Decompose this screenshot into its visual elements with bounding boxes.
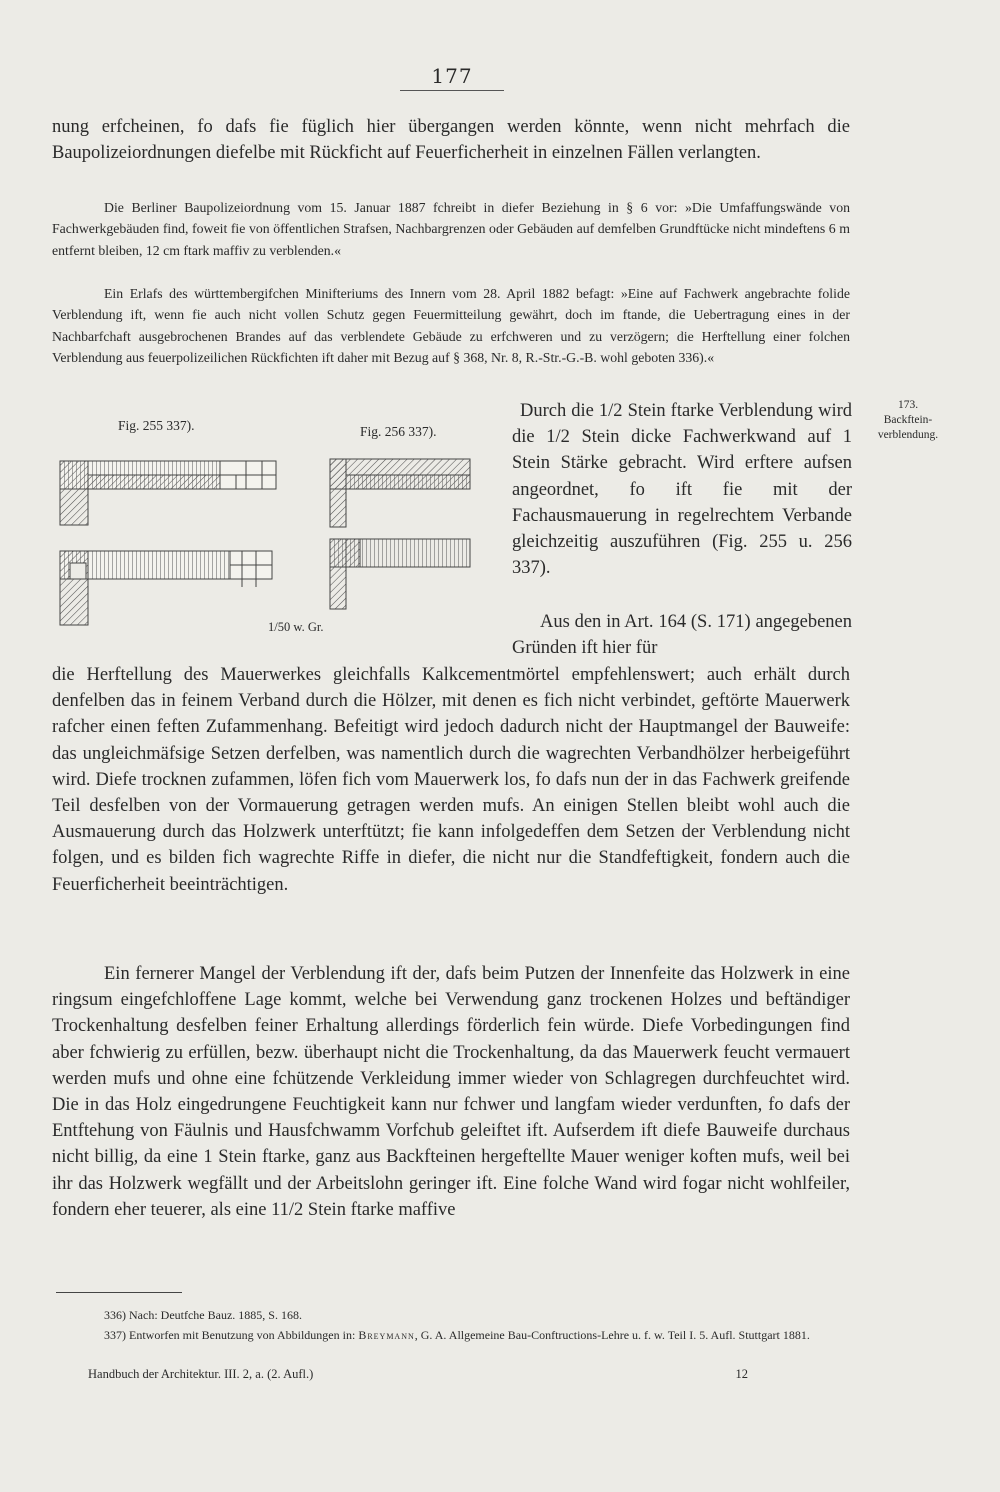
paragraph-mortar <box>52 662 850 898</box>
margin-title-line1: Backftein- <box>883 414 933 426</box>
footnote-text-cont: , G. A. Allgemeine Bau-Conftructions-Lehre u. f. w. Teil I. 5. Aufl. Stuttgart 1881. <box>414 1328 810 1342</box>
footer-book-title: Handbuch der Architektur. III. 2, a. (2. Aufl.) <box>88 1367 314 1381</box>
paragraph-verblendung <box>512 398 852 581</box>
footnote-337 <box>52 1326 850 1345</box>
margin-title-line2: verblendung. <box>877 429 939 441</box>
footer-signature: 12 <box>735 1367 748 1381</box>
paragraph-text: die Herftellung des Mauerwerkes gleichfalls Kalkcementmörtel empfehlenswert; auch erhält durch denfelben das in feinem Verband durch die Hölzer, mit denen es fich nicht verbindet, geftörte Mauerwerk rafcher einen feften Zufammenhang. Befeitigt wird jedoch dadurch nicht der Hauptmangel der Bauweife: das ungleichmäfsige Setzen derfelben, was namentlich durch die wagrechten Verbandhölzer herbeigeführt wird. Diefe trocknen zufammen, löfen fich vom Mauerwerk los, fo dafs nun der in das Fachwerk greifende Teil desfelben von der Vormauerung getragen werden mufs. An einigen Stellen bleibt wohl auch die Ausmauerung durch das Holzwerk unterftützt; fie kann infolgedeffen dem Setzen der Verblendung nicht folgen, und es bilden fich wagrechte Riffe in diefer, die nicht nur die Standfeftigkeit, fondern auch die Feuerficherheit beeinträchtigen. <box>52 665 850 895</box>
note-text: Ein Erlafs des württembergifchen Minifteriums des Innern vom 28. April 1882 befagt: »Eine auf Fachwerk angebrachte folide Verblendung ift, wenn fie auch nicht vollen Schutz gegen Feuermitteilung gewährt, doch im ftande, die Uebertragung eines in der Nachbarfchaft ausgebrochenen Brandes auf das verblendete Gebäude zu erfchweren und zu verzögern; die Herftellung einer folchen Verblendung aus feuerpolizeilichen Rückfichten ift daher mit Bezug auf § 368, Nr. 8, R.-Str.-G.-B. wohl geboten 336).« <box>52 286 850 366</box>
footnote-text: 337) Entworfen mit Benutzung von Abbildungen in: <box>104 1328 359 1342</box>
fig-256-lower-course <box>330 539 470 609</box>
paragraph-text: Aus den in Art. 164 (S. 171) angegebenen Gründen ift hier für <box>512 612 852 659</box>
page-footer <box>88 1367 748 1382</box>
note-text: Die Berliner Baupolizeiordnung vom 15. Januar 1887 fchreibt in diefer Beziehung in § 6 vor: »Die Umfaffungswände von Fachwerkgebäuden find, foweit fie von öffentlichen Strafsen, Nachbargrenzen oder Gebäuden auf demfelben Grundftücke nicht mindeftens 6 m entfernt bleiben, 12 cm ftark maffiv zu verblenden.« <box>52 200 850 258</box>
paragraph-text: nung erfcheinen, fo dafs fie füglich hier übergangen werden könnte, wenn nicht mehrfach die Baupolizeiordnungen diefelbe mit Rückficht auf Feuerficherheit in einzelnen Fällen verlangten. <box>52 117 850 164</box>
margin-number: 173. <box>897 399 919 411</box>
fig-256-drawing <box>326 455 476 625</box>
footnote-text: 336) Nach: Deutfche Bauz. 1885, S. 168. <box>104 1308 302 1322</box>
note-berlin <box>52 197 850 261</box>
fig-256-label: Fig. 256 337). <box>360 424 437 439</box>
footnote-author: Breymann <box>358 1328 415 1342</box>
fig-255-drawing <box>56 455 282 631</box>
paragraph-mortar-start <box>512 609 852 661</box>
paragraph-text: Ein fernerer Mangel der Verblendung ift der, dafs beim Putzen der Innenfeite das Holzwerk in eine ringsum eingefchloffene Lage kommt, welche bei Verwendung ganz trockenen Holzes und beftändiger Trockenhaltung desfelben feiner Erhaltung allerdings förderlich fein würde. Diefe Vorbedingungen find aber fchwierig zu erfüllen, bezw. überhaupt nicht die Trockenhaltung, da das Mauerwerk feucht vermauert werden mufs und ohne eine fchützende Verkleidung immer wieder von Schlagregen durchfeuchtet wird. Die in das Holz eingedrungene Feuchtigkeit kann nur fchwer und langfam wieder verdunften, fo dafs der Entftehung von Fäulnis und Hausfchwamm Vorfchub geleiftet ift. Aufserdem ift diefe Bauweife durchaus nicht billig, da eine 1 Stein ftarke, ganz aus Backfteinen hergeftellte Mauer weniger koften mufs, weil bei ihr das Holzwerk wegfällt und der Arbeitslohn geringer ift. Eine folche Wand wird fogar nicht wohlfeiler, fondern eher teuerer, als eine 11/2 Stein ftarke maffive <box>52 964 850 1220</box>
page-number: 177 <box>400 64 504 91</box>
footnote-336 <box>52 1306 850 1325</box>
note-wuerttemberg <box>52 283 850 369</box>
paragraph-defect <box>52 961 850 1223</box>
paragraph-intro <box>52 114 850 166</box>
fig-255-label: Fig. 255 337). <box>118 418 195 433</box>
margin-note <box>858 398 958 443</box>
figure-scale: 1/50 w. Gr. <box>268 620 324 634</box>
fig-255-lower-course <box>60 551 272 625</box>
fig-256-upper-course <box>330 459 470 527</box>
footnote-rule <box>56 1292 182 1293</box>
paragraph-text: Durch die 1/2 Stein ftarke Verblendung wird die 1/2 Stein dicke Fachwerkwand auf 1 Stein Stärke gebracht. Wird erftere aufsen angeordnet, fo ift fie mit der Fachausmauerung in regelrechtem Verbande gleichzeitig auszuführen (Fig. 255 u. 256 337). <box>512 401 852 579</box>
fig-255-upper-course <box>60 461 276 525</box>
